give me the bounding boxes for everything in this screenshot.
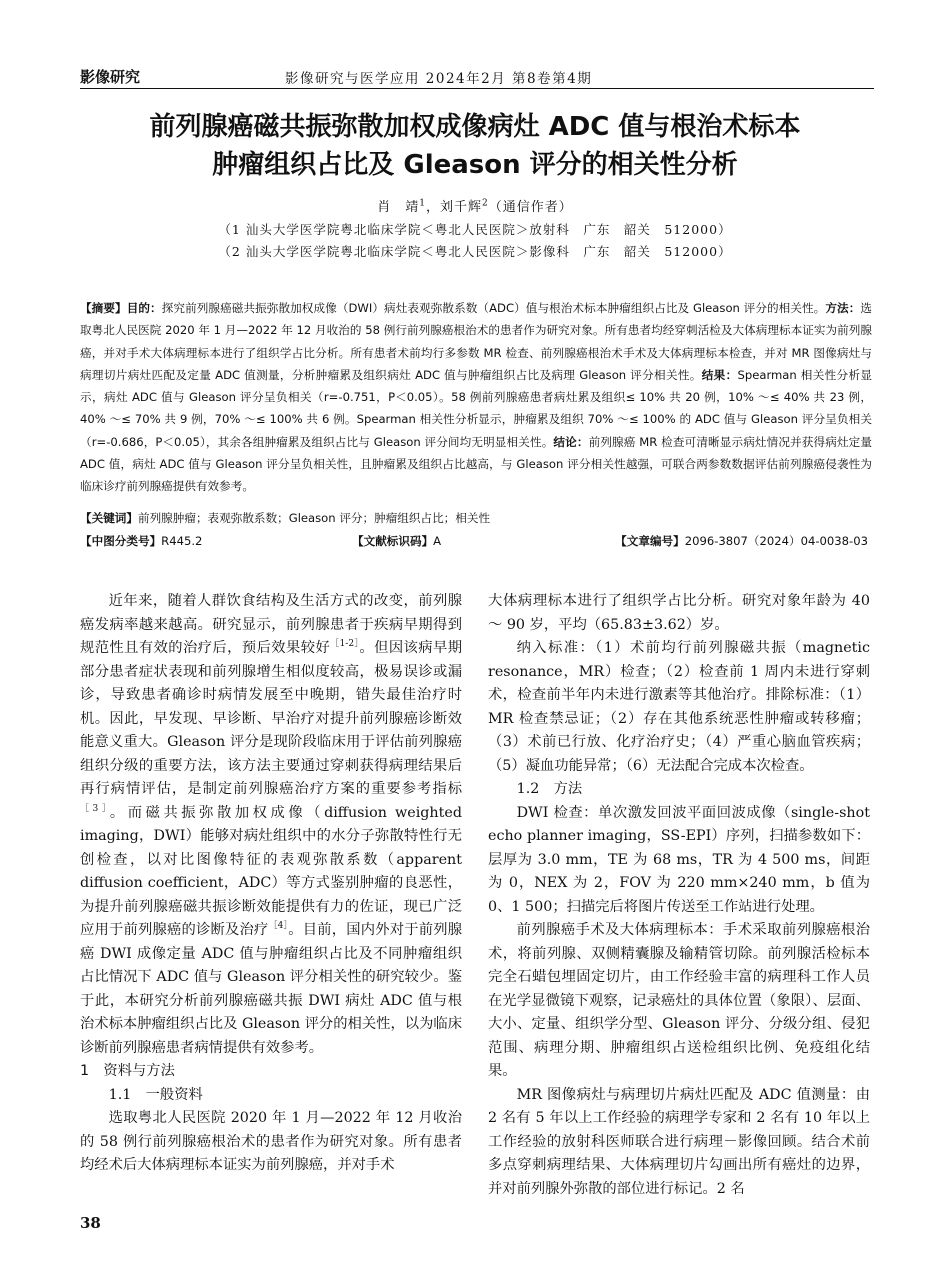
abstract: [80, 297, 872, 498]
keywords: [80, 510, 872, 526]
author-line: [0, 196, 950, 215]
affiliation-1: （1 汕头大学医学院粤北临床学院＜粤北人民医院＞放射科 广东 韶关 512000）: [218, 222, 732, 237]
document-code-label: 【文献标识码】: [352, 534, 434, 548]
body-column-left: [80, 590, 462, 1178]
clc-label: 【中图分类号】: [80, 534, 162, 548]
keywords-label: 【关键词】: [80, 511, 138, 525]
abstract-conclusion-label: 结论：: [553, 434, 589, 449]
intro-text-4: 。目前，国内外对于前列腺癌 DWI 成像定量 ADC 值与肿瘤组织占比及不同肿瘤组织占比情况下 ADC 值与 Gleason 评分相关性的研究较少。鉴于此，本研究分析前列腺癌磁共振 DWI 病灶 ADC 值与根治术标本肿瘤组织占比及 Gleason 评分的相关性，以为临床诊断前列腺癌患者病情提供有效参考。: [80, 922, 463, 1056]
general-data-continued: 大体病理标本进行了组织学占比分析。研究对象年龄为 40 ～ 90 岁，平均（65.83±3.62）岁。: [488, 593, 870, 633]
intro-text-1: 近年来，随着人群饮食结构及生活方式的改变，前列腺癌发病率越来越高。研究显示，前列腺患者于疾病早期得到规范性且有效的治疗后，预后效果较好: [80, 593, 462, 656]
running-header-journal: 影像研究与医学应用 2024年2月 第8卷第4期: [285, 71, 593, 87]
document-code-value: A: [433, 534, 442, 548]
document-code: [352, 533, 441, 549]
article-number: [615, 533, 868, 549]
dwi-method-paragraph: DWI 检查：单次激发回波平面回波成像（single-shot echo planner imaging，SS-EPI）序列，扫描参数如下：层厚为 3.0 mm，TE 为 68 ms，TR 为 4 500 ms，间距为 0，NEX 为 2，FOV 为 220 mm×240 mm，b 值为 0、1 500；扫描完后将图片传送至工作站进行处理。: [488, 804, 870, 915]
abstract-objective: 探究前列腺癌磁共振弥散加权成像（DWI）病灶表观弥散系数（ADC）值与根治术标本肿瘤组织占比及 Gleason 评分的相关性。: [161, 301, 826, 315]
pathology-paragraph: 前列腺癌手术及大体病理标本：手术采取前列腺癌根治术，将前列腺、双侧精囊腺及输精管切除。前列腺活检标本完全石蜡包埋固定切片，由工作经验丰富的病理科工作人员在光学显微镜下观察，记录癌灶的具体位置（象限）、层面、大小、定量、组织学分型、Gleason 评分、分级分组、侵犯范围、病理分期、肿瘤组织占送检组织比例、免疫组化结果。: [488, 922, 870, 1079]
corresponding-note: （通信作者）: [488, 200, 573, 215]
citation-1-2: ［1-2］: [330, 639, 360, 650]
intro-text-3: 。而磁共振弥散加权成像（diffusion weighted imaging，DWI）能够对病灶组织中的水分子弥散特性行无创检查，以对比图像特征的表观弥散系数（apparent diffusion coefficient，ADC）等方式鉴别肿瘤的良恶性，为提升前列腺癌磁共振诊断效能提供有力的佐证，现已广泛应用于前列腺癌的诊断及治疗: [80, 804, 462, 938]
title-line-1: 前列腺癌磁共振弥散加权成像病灶 ADC 值与根治术标本: [149, 112, 801, 142]
intro-text-2: 。但因该病早期部分患者症状表现和前列腺增生相似度较高，极易误诊或漏诊，导致患者确诊时病情发展至中晚期，错失最佳治疗时机。因此，早发现、早诊断、早治疗对提升前列腺癌诊断效能意义重大。Gleason 评分是现阶段临床用于评估前列腺癌组织分级的重要方法，该方法主要通过穿刺获得病理结果后再行病情评估，是制定前列腺癌治疗方案的重要参考指标: [80, 640, 462, 797]
author-2: 刘千辉: [440, 200, 483, 215]
abstract-objective-label: 目的：: [126, 301, 162, 315]
criteria-paragraph: 纳入标准：（1）术前均行前列腺磁共振（magnetic resonance，MR）检查；（2）检查前 1 周内未进行穿刺术，检查前半年内未进行激素等其他治疗。排除标准：（1）MR 检查禁忌证；（2）存在其他系统恶性肿瘤或转移瘤；（3）术前已行放、化疗治疗史；（4）严重心脑血管疾病；（5）凝血功能异常；（6）无法配合完成本次检查。: [488, 640, 870, 774]
title-line-2: 肿瘤组织占比及 Gleason 评分的相关性分析: [212, 150, 738, 180]
abstract-method-label: 方法：: [825, 301, 861, 315]
abstract-result: Spearman 相关性分析显示，病灶 ADC 值与 Gleason 评分呈负相关（r=-0.751，P＜0.05）。58 例前列腺癌患者病灶累及组织≤ 10% 共 20 例，10% ～≤ 40% 共 23 例，40% ～≤ 70% 共 9 例，70% ～≤ 100% 共 6 例。Spearman 相关性分析显示，肿瘤累及组织 70% ～≤ 100% 的 ADC 值与 Gleason 评分呈负相关（r=-0.686，P＜0.05），其余各组肿瘤累及组织占比与 Gleason 评分间均无明显相关性。: [80, 367, 872, 449]
affiliation-2: （2 汕头大学医学院粤北临床学院＜粤北人民医院＞影像科 广东 韶关 512000）: [218, 244, 732, 259]
abstract-label: 【摘要】: [80, 301, 127, 315]
subsection-heading-1-2: 1.2 方法: [516, 781, 583, 797]
subsection-heading-1-1: 1.1 一般资料: [108, 1086, 203, 1103]
article-number-value: 2096-3807（2024）04-0038-03: [684, 534, 868, 548]
paper-title: [60, 108, 890, 184]
article-number-label: 【文章编号】: [615, 534, 685, 548]
clc-number: [80, 533, 202, 549]
citation-4: ［4］: [268, 921, 289, 932]
general-data-paragraph: 选取粤北人民医院 2020 年 1 月—2022 年 12 月收治的 58 例行前列腺癌根治术的患者作为研究对象。所有患者均经术后大体病理标本证实为前列腺癌，并对手术: [80, 1110, 462, 1173]
section-heading-1: 1 资料与方法: [80, 1063, 175, 1079]
clc-value: R445.2: [161, 534, 203, 548]
author-1: 肖 靖: [377, 200, 420, 215]
author-1-affil-mark: 1: [419, 198, 426, 209]
body-column-right: [488, 590, 870, 1201]
citation-3: ［3］: [80, 803, 110, 814]
keywords-text: 前列腺肿瘤；表观弥散系数；Gleason 评分；肿瘤组织占比；相关性: [137, 511, 491, 525]
intro-paragraph: [80, 590, 462, 1060]
abstract-conclusion: 前列腺癌 MR 检查可清晰显示病灶情况并获得病灶定量 ADC 值，病灶 ADC 值与 Gleason 评分呈负相关性，且肿瘤累及组织占比越高，与 Gleason 评分相关性越强，可联合两参数数据评估前列腺癌侵袭性为临床诊疗前列腺癌提供有效参考。: [80, 434, 872, 494]
abstract-method: 选取粤北人民医院 2020 年 1 月—2022 年 12 月收治的 58 例行前列腺癌根治术的患者作为研究对象。所有患者均经穿刺活检及大体病理标本证实为前列腺癌，并对手术大体病理标本进行了组织学占比分析。所有患者术前均行多参数 MR 检查、前列腺癌根治术手术及大体病理标本检查，并对 MR 图像病灶与病理切片病灶匹配及定量 ADC 值测量，分析肿瘤累及组织病灶 ADC 值与肿瘤组织占比及病理 Gleason 评分相关性。: [80, 301, 872, 382]
running-header-section: 影像研究: [80, 68, 141, 86]
abstract-result-label: 结果：: [701, 367, 738, 382]
header-divider: [80, 88, 874, 89]
page-number: 38: [80, 1214, 101, 1232]
author-2-affil-mark: 2: [482, 198, 489, 209]
author-separator: ，: [425, 200, 440, 215]
matching-paragraph: MR 图像病灶与病理切片病灶匹配及 ADC 值测量：由 2 名有 5 年以上工作经验的病理学专家和 2 名有 10 年以上工作经验的放射科医师联合进行病理－影像回顾。结合术前多点穿刺病理结果、大体病理切片勾画出所有癌灶的边界，并对前列腺外弥散的部位进行标记。2 名: [488, 1086, 870, 1197]
